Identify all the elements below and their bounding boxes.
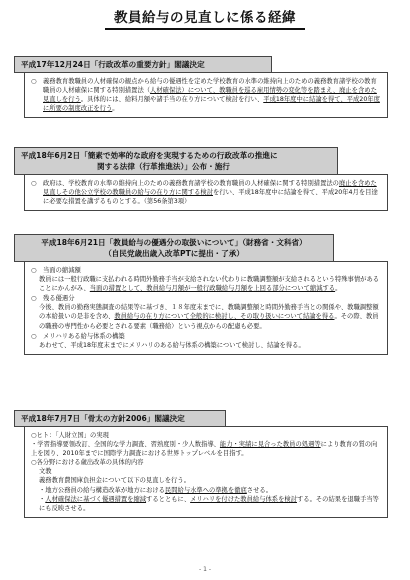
section-header <box>14 234 334 262</box>
item-heading: ○各分野における歳出改革の具体的内容 <box>31 459 144 467</box>
item-heading: ○ヒト：「人財立国」の実現 <box>31 432 109 439</box>
section-body <box>24 72 388 118</box>
item-text: ・学習指導要領改訂、全国的な学力調査、習熟度別・少人数指導、能力・実績に見合った教員の処遇等により教育の質の向上を図り、2010年までに国際学力調査における世界トップレベルを目指す。 <box>31 441 378 458</box>
list-item <box>31 77 382 113</box>
section-body <box>24 261 388 355</box>
list-item <box>31 294 382 303</box>
section-body <box>24 426 388 518</box>
item-heading: メリハリある給与体系の構築 <box>43 332 125 340</box>
item-text: 義務教育教職員の人材確保の観点から給与の優遇性を定めた学校教育の水準の維持向上のための義務教育諸学校の教育職員の人材確保に関する特別措置法（人材確保法）について、教職員を巡る雇用情勢の変化等を踏まえ、廃止を含めた見直しを行う。具体的には、給料月額や諸手当の在り方について検討を行い、平成18年度中に結論を得て、平成20年度に所要の制度改正を行う。 <box>43 78 380 113</box>
circle-bullet-icon: ○ <box>31 295 37 303</box>
circle-bullet-icon: ○ <box>31 180 37 187</box>
item-text: 今後、教員の勤務実態調査の結果等に基づき、１８年度末までに、教職調整額と時間外勤務手当との関係や、教職調整額の本給扱いの是非を含め、教員給与の在り方について全般的に検討し、その取り扱いについて結論を得る。その際、教員の職務の専門性から必要とされる要素（職務給）という視点からの配慮も必要。 <box>39 304 379 330</box>
circle-bullet-icon: ○ <box>31 78 37 85</box>
item-text: 義務教育費国庫負担金について以下の見直しを行う。 <box>39 477 190 485</box>
page-number: - 1 - <box>199 566 211 573</box>
item-text: ・人材確保法に基づく優遇措置を縮減するとともに、メリハリを付けた教員給与体系を検討する。その結果を退職手当等にも反映させる。 <box>39 495 379 512</box>
section-header-line: 平成18年6月2日「簡素で効率的な政府を実現するための行政改革の推進に <box>21 151 278 160</box>
circle-bullet-icon: ○ <box>31 267 37 274</box>
item-heading: 残る優遇分 <box>43 295 75 303</box>
circle-bullet-icon: ○ <box>31 332 37 340</box>
item-text: 政府は、学校教育の水準の維持向上のための義務教育諸学校の教育職員の人材確保に関する特別措置法の廃止を含めた見直しその他公立学校の教職員の給与の在り方に関する検討を行い、平成18年度中に結論を得て、平成20年4月を目途に必要な措置を講ずるものとする。（第56条第3項） <box>43 180 378 206</box>
item-text: 教員には一般行政職に支払われる時間外勤務手当が支給されない代わりに教職調整額が支給されるという特殊事情があることにかんがみ、当面の措置として、教員給与月額が一般行政職給与月額を上回る部分について縮減する。 <box>39 276 380 293</box>
section-header-line: 平成18年6月21日「教員給与の優遇分の取扱いについて」（財務省・文科省） <box>41 238 307 247</box>
section-header: 平成18年7月7日「骨太の方針2006」閣議決定 <box>14 410 226 427</box>
item-text: あわせて、平成18年度末までにメリハリのある給与体系の構築について検討し、結論を得る。 <box>39 341 305 349</box>
section-body <box>24 174 388 211</box>
section-header-line: （自民党歳出歳入改革PTに提出・了承） <box>104 249 244 258</box>
item-text: ・地方公務員の給与構造改革が地方における民間給与水準への準拠を徹底させる。 <box>39 486 272 494</box>
item-text: 文教 <box>39 468 52 476</box>
section-header <box>14 147 338 175</box>
section-gyokaku-suishin-ho <box>14 147 388 211</box>
list-item <box>31 179 382 206</box>
section-gyosei-kaikaku <box>14 56 388 118</box>
section-honebuto-2006 <box>14 410 388 518</box>
section-header: 平成17年12月24日「行政改革の重要方針」閣議決定 <box>14 56 272 73</box>
list-item <box>31 332 382 341</box>
list-item <box>31 266 382 275</box>
section-header-line: 関する法律（行革推進法）」公布・施行 <box>97 162 230 171</box>
page-title: 教員給与の見直しに係る経緯 <box>105 8 305 30</box>
section-kyoin-kyuyo-yuguu <box>14 234 388 355</box>
item-heading: 当面の縮減額 <box>43 267 81 274</box>
